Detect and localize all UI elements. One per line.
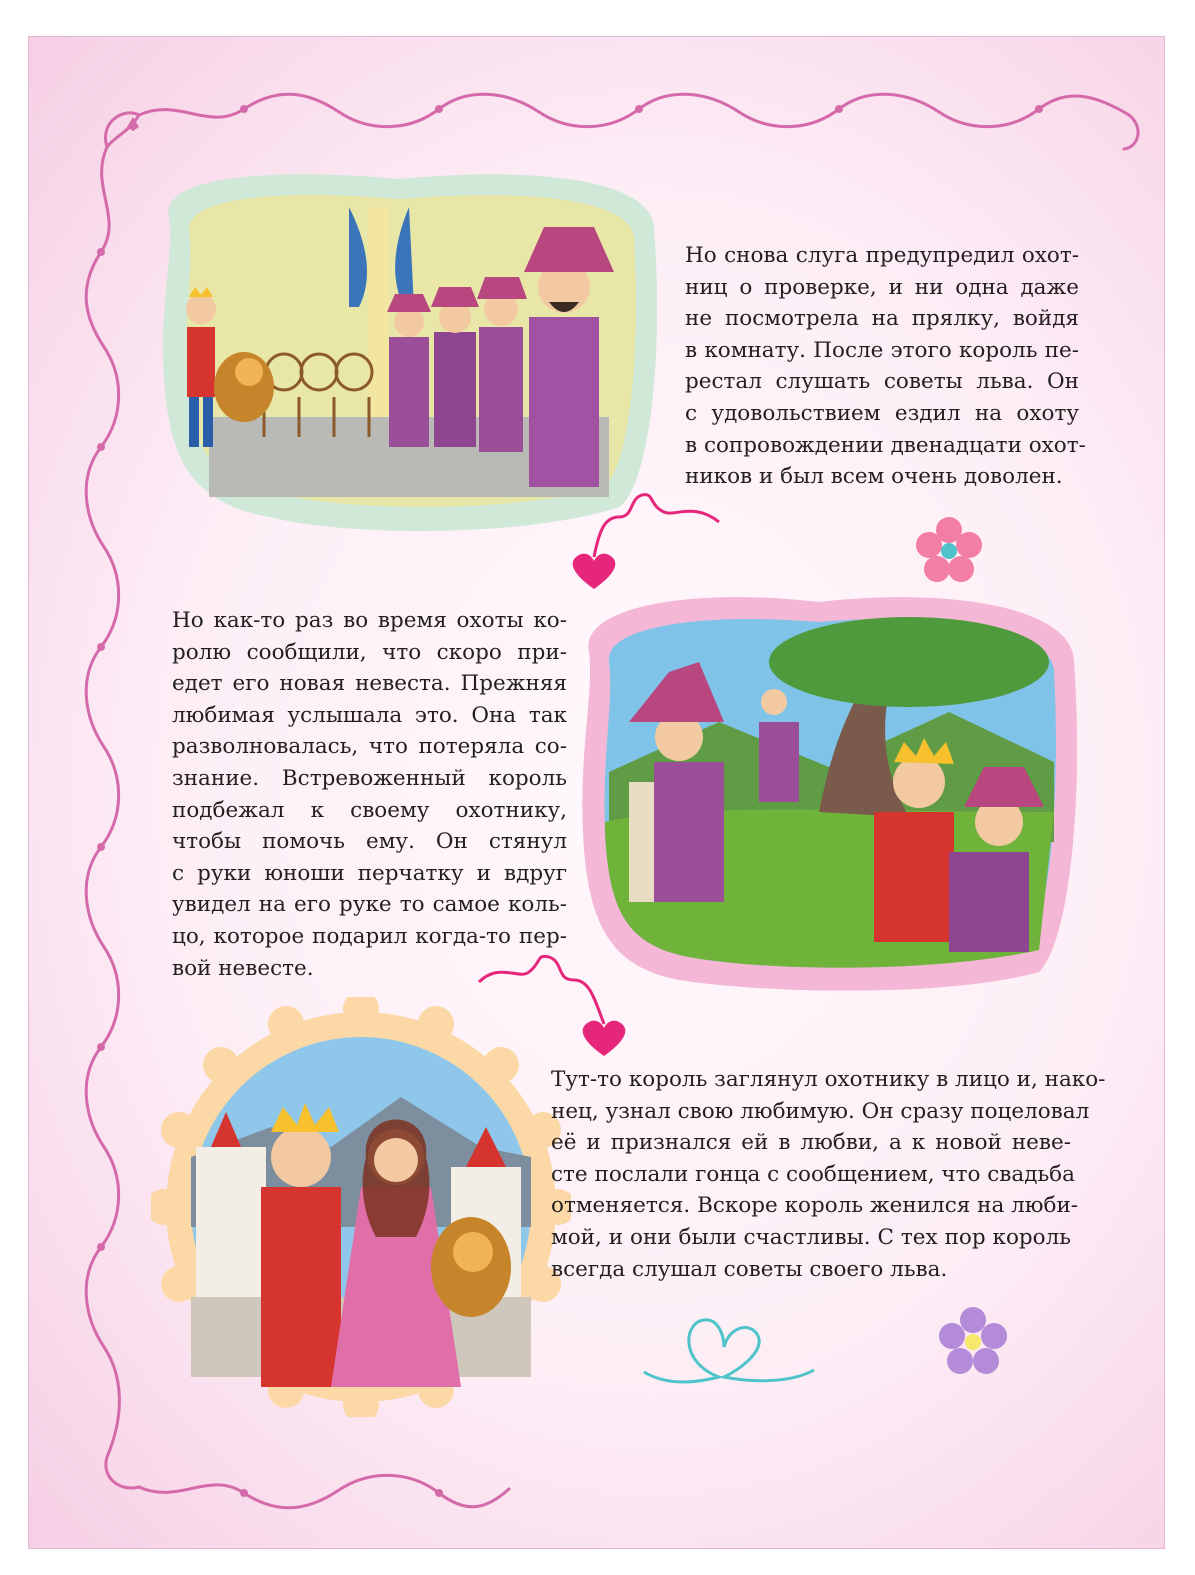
- text-line: вой невесте.: [172, 955, 314, 981]
- text-line: подбежал к своему охотнику,: [172, 797, 567, 823]
- text-line: едет его новая невеста. Прежняя: [172, 671, 567, 697]
- text-line: с удовольствием ездил на охоту: [685, 400, 1079, 426]
- hunters-march-illustration: [149, 157, 669, 537]
- king-helps-hunter-illustration: [569, 582, 1089, 1002]
- text-line: отменяется. Вскоре король женился на люби-: [551, 1193, 1079, 1219]
- text-line: Но как-то раз во время охоты ко-: [172, 608, 567, 633]
- text-line: рестал слушать советы льва. Он: [685, 369, 1079, 395]
- text-line: в комнату. После этого король пе-: [685, 337, 1079, 363]
- text-line: ников и был всем очень доволен.: [685, 464, 1063, 490]
- text-line: нец, узнал свою любимую. Он сразу поцеловал: [551, 1098, 1090, 1124]
- story-paragraph-1: [685, 240, 1086, 493]
- text-line: ролю сообщили, что скоро при-: [172, 639, 567, 665]
- teal-heart-swirl-icon: [639, 1292, 819, 1402]
- text-line: чтобы помочь ему. Он стянул: [172, 829, 567, 855]
- text-line: с руки юноши перчатку и вдруг: [172, 860, 567, 886]
- text-line: ниц о проверке, и ни одна даже: [685, 274, 1079, 300]
- story-paragraph-3: [551, 1064, 1106, 1285]
- text-line: Тут-то король заглянул охотнику в лицо и, нако-: [551, 1067, 1106, 1092]
- storybook-page: [28, 36, 1165, 1549]
- text-line: всегда слушал советы своего льва.: [551, 1256, 948, 1282]
- lilac-flower-icon: [937, 1305, 1009, 1377]
- text-line: любимая услышала это. Она так: [172, 702, 567, 728]
- text-line: Но снова слуга предупредил охот-: [685, 243, 1079, 268]
- text-line: в сопровождении двенадцати охот-: [685, 432, 1086, 458]
- text-line: не посмотрела на прялку, войдя: [685, 306, 1079, 332]
- text-line: разволновалась, что потеряла со-: [172, 734, 567, 760]
- text-line: её и признался ей в любви, а к новой неве-: [551, 1130, 1071, 1156]
- pink-flower-icon: [914, 515, 984, 585]
- royal-wedding-illustration: [151, 997, 571, 1417]
- heart-swirl-icon: [554, 487, 724, 597]
- text-line: цо, которое подарил когда-то пер-: [172, 923, 567, 949]
- text-line: сте послали гонца с сообщением, что свадьба: [551, 1161, 1075, 1187]
- text-line: мой, и они были счастливы. С тех пор король: [551, 1224, 1071, 1250]
- story-paragraph-2: [172, 605, 567, 984]
- text-line: знание. Встревоженный король: [172, 765, 567, 791]
- text-line: увидел на его руке то самое коль-: [172, 892, 567, 918]
